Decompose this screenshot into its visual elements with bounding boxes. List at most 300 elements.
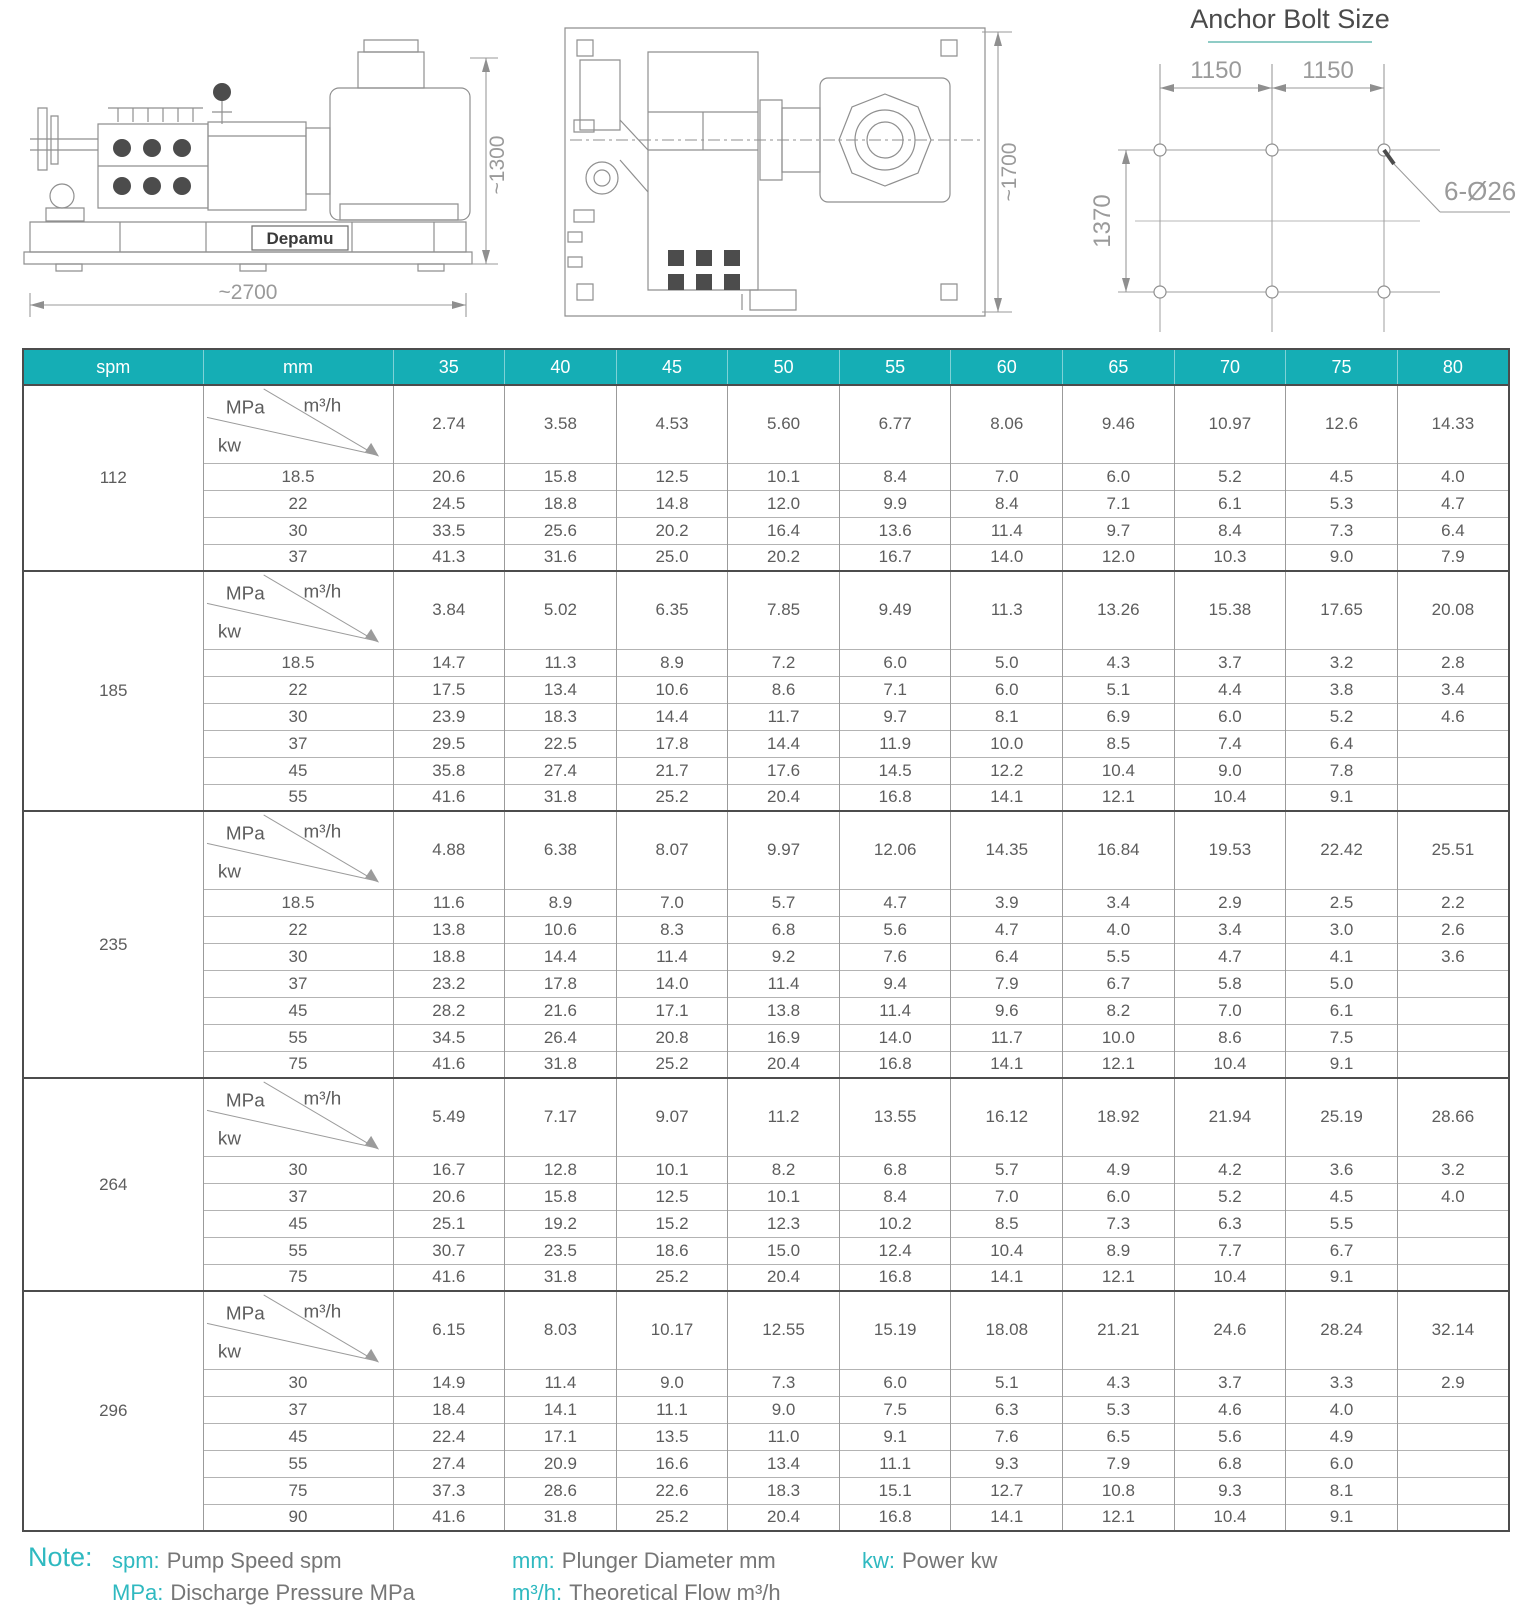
flow-value: 25.51 (1397, 811, 1509, 889)
pressure-value: 3.2 (1286, 649, 1398, 676)
pressure-value: 6.0 (1286, 1450, 1398, 1477)
power-value: 30 (203, 517, 393, 544)
pressure-value: 6.4 (1286, 730, 1398, 757)
flow-value: 28.24 (1286, 1291, 1398, 1369)
power-value: 55 (203, 784, 393, 811)
column-header-mm: mm (203, 349, 393, 385)
pressure-value: 9.3 (1174, 1477, 1286, 1504)
flow-value: 24.6 (1174, 1291, 1286, 1369)
flow-value: 6.15 (393, 1291, 505, 1369)
power-value: 37 (203, 1183, 393, 1210)
pressure-value: 12.1 (1063, 1264, 1175, 1291)
pressure-value: 26.4 (505, 1024, 617, 1051)
pressure-value (1397, 1504, 1509, 1531)
flow-value: 15.19 (839, 1291, 951, 1369)
pressure-value: 7.0 (616, 889, 728, 916)
pressure-value: 20.6 (393, 1183, 505, 1210)
pressure-value: 8.4 (839, 1183, 951, 1210)
pressure-value (1397, 1423, 1509, 1450)
flow-value: 10.97 (1174, 385, 1286, 463)
flow-value: 8.03 (505, 1291, 617, 1369)
pressure-value: 29.5 (393, 730, 505, 757)
pressure-value: 8.5 (951, 1210, 1063, 1237)
pressure-value: 16.8 (839, 1504, 951, 1531)
pressure-value: 10.1 (616, 1156, 728, 1183)
pressure-value: 11.1 (616, 1396, 728, 1423)
power-row (23, 997, 1509, 1024)
skid-outline (565, 28, 985, 316)
pressure-value: 3.7 (1174, 1369, 1286, 1396)
flow-value: 8.06 (951, 385, 1063, 463)
pressure-value: 23.5 (505, 1237, 617, 1264)
pressure-value: 25.2 (616, 1051, 728, 1078)
spm-value: 264 (23, 1078, 203, 1291)
power-row (23, 544, 1509, 571)
pressure-value: 27.4 (505, 757, 617, 784)
pressure-value: 9.3 (951, 1450, 1063, 1477)
technical-drawings-row (0, 0, 1532, 348)
flow-value: 14.35 (951, 811, 1063, 889)
flow-value: 4.88 (393, 811, 505, 889)
corner-label-kw: kw (217, 1340, 241, 1362)
pressure-value (1397, 1237, 1509, 1264)
pressure-value: 11.4 (616, 943, 728, 970)
pressure-value: 12.7 (951, 1477, 1063, 1504)
pressure-value: 10.4 (1063, 757, 1175, 784)
pressure-value: 14.9 (393, 1369, 505, 1396)
pressure-value: 20.8 (616, 1024, 728, 1051)
pressure-value: 13.5 (616, 1423, 728, 1450)
pressure-value: 12.0 (728, 490, 840, 517)
note-line-2 (112, 1577, 997, 1609)
bolt-size-label: 6-Ø26 (1444, 176, 1517, 206)
flow-value: 32.14 (1397, 1291, 1509, 1369)
pressure-value: 16.7 (839, 544, 951, 571)
power-row (23, 1396, 1509, 1423)
pump-top-view-svg (520, 0, 1040, 348)
pressure-value: 9.4 (839, 970, 951, 997)
power-row (23, 463, 1509, 490)
corner-header-cell (203, 1078, 393, 1156)
pressure-value: 8.9 (505, 889, 617, 916)
flow-value: 3.84 (393, 571, 505, 649)
pressure-value: 37.3 (393, 1477, 505, 1504)
pressure-value: 21.7 (616, 757, 728, 784)
pressure-value: 9.7 (1063, 517, 1175, 544)
power-value: 30 (203, 1369, 393, 1396)
pressure-value: 7.3 (728, 1369, 840, 1396)
pressure-value: 3.7 (1174, 649, 1286, 676)
power-value: 55 (203, 1024, 393, 1051)
corner-label-mpa: MPa (225, 396, 265, 418)
power-value: 22 (203, 916, 393, 943)
pressure-value: 4.3 (1063, 1369, 1175, 1396)
pressure-value: 5.5 (1286, 1210, 1398, 1237)
power-row (23, 889, 1509, 916)
pressure-value: 12.5 (616, 463, 728, 490)
pressure-value: 17.1 (505, 1423, 617, 1450)
flow-value: 21.94 (1174, 1078, 1286, 1156)
corner-header-cell (203, 385, 393, 463)
pressure-value: 17.8 (505, 970, 617, 997)
pressure-value: 3.4 (1063, 889, 1175, 916)
pressure-value: 9.6 (951, 997, 1063, 1024)
pressure-value: 11.1 (839, 1450, 951, 1477)
corner-diagonal-svg (204, 572, 393, 649)
column-header-55: 55 (839, 349, 951, 385)
pressure-value: 14.5 (839, 757, 951, 784)
power-row (23, 1450, 1509, 1477)
pressure-value: 5.8 (1174, 970, 1286, 997)
pressure-value: 17.1 (616, 997, 728, 1024)
power-value: 30 (203, 943, 393, 970)
pressure-value: 14.7 (393, 649, 505, 676)
pressure-value: 8.1 (1286, 1477, 1398, 1504)
flow-value: 9.97 (728, 811, 840, 889)
pressure-value: 8.5 (1063, 730, 1175, 757)
power-value: 37 (203, 970, 393, 997)
pressure-value: 6.3 (1174, 1210, 1286, 1237)
pressure-value: 18.8 (505, 490, 617, 517)
pressure-value: 9.1 (1286, 1051, 1398, 1078)
pressure-value: 34.5 (393, 1024, 505, 1051)
pressure-value: 10.4 (951, 1237, 1063, 1264)
spm-value: 296 (23, 1291, 203, 1531)
flow-value: 5.49 (393, 1078, 505, 1156)
pressure-value: 6.3 (951, 1396, 1063, 1423)
pressure-value: 5.7 (728, 889, 840, 916)
power-row (23, 1369, 1509, 1396)
column-header-60: 60 (951, 349, 1063, 385)
pressure-value: 16.4 (728, 517, 840, 544)
pressure-value: 12.8 (505, 1156, 617, 1183)
pressure-value: 5.2 (1286, 703, 1398, 730)
flow-value: 9.49 (839, 571, 951, 649)
power-value: 45 (203, 1210, 393, 1237)
pressure-value: 6.0 (1063, 463, 1175, 490)
pressure-value: 5.7 (951, 1156, 1063, 1183)
pressure-value: 4.4 (1174, 676, 1286, 703)
pressure-value: 11.4 (505, 1369, 617, 1396)
corner-label-mpa: MPa (225, 582, 265, 604)
flow-value: 3.58 (505, 385, 617, 463)
pressure-value: 31.8 (505, 1051, 617, 1078)
spec-table-wrap (0, 348, 1532, 1532)
pressure-value: 9.1 (1286, 1504, 1398, 1531)
dimension-label-height: ~1300 (486, 135, 509, 195)
flow-row (23, 811, 1509, 889)
pressure-value: 14.4 (505, 943, 617, 970)
pressure-value: 16.8 (839, 1264, 951, 1291)
pressure-value: 9.1 (839, 1423, 951, 1450)
pressure-value: 14.8 (616, 490, 728, 517)
pressure-value: 14.0 (951, 544, 1063, 571)
pressure-value: 9.0 (1286, 544, 1398, 571)
pressure-value: 21.6 (505, 997, 617, 1024)
plunger (668, 250, 684, 266)
spm-section-112 (23, 385, 1509, 571)
pressure-value: 41.6 (393, 1504, 505, 1531)
flow-value: 20.08 (1397, 571, 1509, 649)
pressure-value: 6.0 (1063, 1183, 1175, 1210)
pressure-value: 13.8 (728, 997, 840, 1024)
power-row (23, 1477, 1509, 1504)
pressure-value: 20.9 (505, 1450, 617, 1477)
pressure-value: 11.0 (728, 1423, 840, 1450)
pressure-gauge (213, 83, 231, 101)
pressure-value: 25.1 (393, 1210, 505, 1237)
pressure-value: 14.0 (616, 970, 728, 997)
pressure-value: 7.6 (839, 943, 951, 970)
pressure-value: 4.7 (1174, 943, 1286, 970)
flow-value: 7.17 (505, 1078, 617, 1156)
power-row (23, 1051, 1509, 1078)
corner-header-cell (203, 811, 393, 889)
pressure-value: 8.6 (1174, 1024, 1286, 1051)
flow-value: 25.19 (1286, 1078, 1398, 1156)
pressure-value: 5.6 (1174, 1423, 1286, 1450)
pressure-value: 5.0 (951, 649, 1063, 676)
pressure-value: 20.4 (728, 1264, 840, 1291)
pressure-value: 3.3 (1286, 1369, 1398, 1396)
pressure-value: 14.0 (839, 1024, 951, 1051)
pressure-value: 9.0 (616, 1369, 728, 1396)
pressure-value: 11.4 (951, 517, 1063, 544)
pressure-value: 4.6 (1397, 703, 1509, 730)
column-header-65: 65 (1063, 349, 1175, 385)
corner-label-kw: kw (217, 860, 241, 882)
pressure-value: 11.4 (728, 970, 840, 997)
pressure-value: 7.3 (1063, 1210, 1175, 1237)
power-row (23, 703, 1509, 730)
flow-value: 12.06 (839, 811, 951, 889)
pressure-value: 7.0 (1174, 997, 1286, 1024)
pressure-value: 13.4 (505, 676, 617, 703)
power-row (23, 1024, 1509, 1051)
power-row (23, 916, 1509, 943)
corner-header-cell (203, 571, 393, 649)
pressure-value: 41.3 (393, 544, 505, 571)
flow-row (23, 1078, 1509, 1156)
power-value: 18.5 (203, 649, 393, 676)
header-row (23, 349, 1509, 385)
pressure-value: 4.5 (1286, 1183, 1398, 1210)
pressure-value: 11.3 (505, 649, 617, 676)
pressure-value: 14.4 (728, 730, 840, 757)
pressure-value (1397, 997, 1509, 1024)
pressure-value: 16.8 (839, 1051, 951, 1078)
pressure-value: 27.4 (393, 1450, 505, 1477)
spm-value: 235 (23, 811, 203, 1078)
dimension-label-pitch: 1370 (1089, 194, 1116, 248)
pressure-value: 6.8 (839, 1156, 951, 1183)
flow-value: 17.65 (1286, 571, 1398, 649)
pressure-value: 8.2 (1063, 997, 1175, 1024)
pressure-value: 22.5 (505, 730, 617, 757)
pressure-value (1397, 1450, 1509, 1477)
flow-value: 6.77 (839, 385, 951, 463)
flow-value: 22.42 (1286, 811, 1398, 889)
pressure-value: 25.2 (616, 1264, 728, 1291)
pressure-value (1397, 1264, 1509, 1291)
pressure-value: 3.6 (1286, 1156, 1398, 1183)
pressure-value: 6.0 (951, 676, 1063, 703)
power-value: 22 (203, 676, 393, 703)
flow-value: 16.12 (951, 1078, 1063, 1156)
flow-value: 16.84 (1063, 811, 1175, 889)
pressure-value: 4.9 (1063, 1156, 1175, 1183)
pressure-value: 10.2 (839, 1210, 951, 1237)
pressure-value (1397, 970, 1509, 997)
pressure-value: 22.6 (616, 1477, 728, 1504)
pressure-value: 8.4 (1174, 517, 1286, 544)
corner-arrowhead (365, 629, 379, 643)
pressure-value: 25.0 (616, 544, 728, 571)
pressure-value (1397, 1051, 1509, 1078)
pressure-value (1397, 730, 1509, 757)
power-row (23, 517, 1509, 544)
pressure-value: 18.3 (505, 703, 617, 730)
pressure-value: 17.8 (616, 730, 728, 757)
pressure-value: 5.1 (951, 1369, 1063, 1396)
pressure-value: 7.0 (951, 463, 1063, 490)
pressure-value: 8.2 (728, 1156, 840, 1183)
pressure-value: 4.6 (1174, 1396, 1286, 1423)
note-line-1 (112, 1545, 997, 1577)
flow-row (23, 385, 1509, 463)
power-value: 55 (203, 1450, 393, 1477)
pressure-value: 11.4 (839, 997, 951, 1024)
pump-side-view-drawing (0, 0, 520, 348)
flow-value: 18.92 (1063, 1078, 1175, 1156)
spm-section-296 (23, 1291, 1509, 1531)
pressure-value: 14.1 (951, 784, 1063, 811)
discharge-stub (750, 290, 796, 310)
flow-value: 7.85 (728, 571, 840, 649)
pressure-value: 12.5 (616, 1183, 728, 1210)
pressure-value: 25.2 (616, 1504, 728, 1531)
flow-row (23, 1291, 1509, 1369)
pressure-value: 25.6 (505, 517, 617, 544)
pressure-value: 9.2 (728, 943, 840, 970)
pressure-value: 28.6 (505, 1477, 617, 1504)
pressure-value: 20.2 (616, 517, 728, 544)
pressure-value: 10.8 (1063, 1477, 1175, 1504)
flow-value: 11.3 (951, 571, 1063, 649)
pressure-value: 4.7 (951, 916, 1063, 943)
pressure-value: 4.1 (1286, 943, 1398, 970)
dimension-label-span-right: 1150 (1302, 57, 1354, 84)
pressure-value: 41.6 (393, 1051, 505, 1078)
pressure-value: 3.9 (951, 889, 1063, 916)
flow-value: 9.46 (1063, 385, 1175, 463)
flow-value: 11.2 (728, 1078, 840, 1156)
anchor-bolt-svg (1040, 0, 1532, 348)
pressure-value: 35.8 (393, 757, 505, 784)
pressure-value: 7.8 (1286, 757, 1398, 784)
pressure-value: 14.1 (951, 1504, 1063, 1531)
power-row (23, 943, 1509, 970)
spm-section-264 (23, 1078, 1509, 1291)
pressure-value: 15.2 (616, 1210, 728, 1237)
corner-label-m3h: m³/h (302, 1300, 341, 1322)
pressure-value: 9.1 (1286, 784, 1398, 811)
column-header-75: 75 (1286, 349, 1398, 385)
dimension-label-height: ~1700 (998, 142, 1021, 202)
corner-label-m3h: m³/h (302, 394, 341, 416)
corner-label-m3h: m³/h (302, 1087, 341, 1109)
pressure-value: 10.1 (728, 1183, 840, 1210)
flow-value: 12.6 (1286, 385, 1398, 463)
pump-spec-table (22, 348, 1510, 1532)
pressure-value: 12.3 (728, 1210, 840, 1237)
pressure-value: 9.0 (728, 1396, 840, 1423)
pressure-value: 6.8 (728, 916, 840, 943)
pressure-value: 14.1 (505, 1396, 617, 1423)
pressure-value: 3.4 (1174, 916, 1286, 943)
pressure-value: 10.4 (1174, 784, 1286, 811)
pressure-value: 4.7 (839, 889, 951, 916)
corner-label-m3h: m³/h (302, 820, 341, 842)
pressure-value: 11.7 (728, 703, 840, 730)
note-lines (112, 1542, 997, 1609)
pressure-value: 15.1 (839, 1477, 951, 1504)
pressure-value: 12.0 (1063, 544, 1175, 571)
motor-terminal-box (358, 52, 424, 88)
pressure-value: 7.5 (1286, 1024, 1398, 1051)
pressure-value: 3.8 (1286, 676, 1398, 703)
corner-label-mpa: MPa (225, 1089, 265, 1111)
pressure-value: 5.6 (839, 916, 951, 943)
column-header-80: 80 (1397, 349, 1509, 385)
pressure-value: 7.4 (1174, 730, 1286, 757)
pressure-value: 10.4 (1174, 1051, 1286, 1078)
pressure-value: 10.0 (1063, 1024, 1175, 1051)
pressure-value: 11.9 (839, 730, 951, 757)
crankcase (208, 122, 306, 210)
power-value: 37 (203, 544, 393, 571)
corner-diagonal-svg (204, 1079, 393, 1156)
power-row (23, 757, 1509, 784)
power-row (23, 970, 1509, 997)
pressure-value: 7.5 (839, 1396, 951, 1423)
pressure-value: 4.0 (1286, 1396, 1398, 1423)
pressure-value: 20.4 (728, 1051, 840, 1078)
note-item-kw: kw: Power kw (862, 1548, 998, 1573)
pressure-value: 11.7 (951, 1024, 1063, 1051)
pressure-value: 6.4 (951, 943, 1063, 970)
pressure-value: 18.4 (393, 1396, 505, 1423)
table-header (23, 349, 1509, 385)
pressure-value: 18.3 (728, 1477, 840, 1504)
pressure-value: 3.2 (1397, 1156, 1509, 1183)
pressure-value: 16.8 (839, 784, 951, 811)
flow-value: 5.60 (728, 385, 840, 463)
corner-label-kw: kw (217, 434, 241, 456)
power-value: 37 (203, 1396, 393, 1423)
flow-value: 8.07 (616, 811, 728, 889)
power-value: 30 (203, 703, 393, 730)
pressure-value (1397, 757, 1509, 784)
pressure-value: 19.2 (505, 1210, 617, 1237)
power-row (23, 1210, 1509, 1237)
pressure-value: 23.2 (393, 970, 505, 997)
power-row (23, 676, 1509, 703)
pressure-value: 5.0 (1286, 970, 1398, 997)
pressure-value: 14.4 (616, 703, 728, 730)
pressure-value: 24.5 (393, 490, 505, 517)
power-value: 75 (203, 1051, 393, 1078)
